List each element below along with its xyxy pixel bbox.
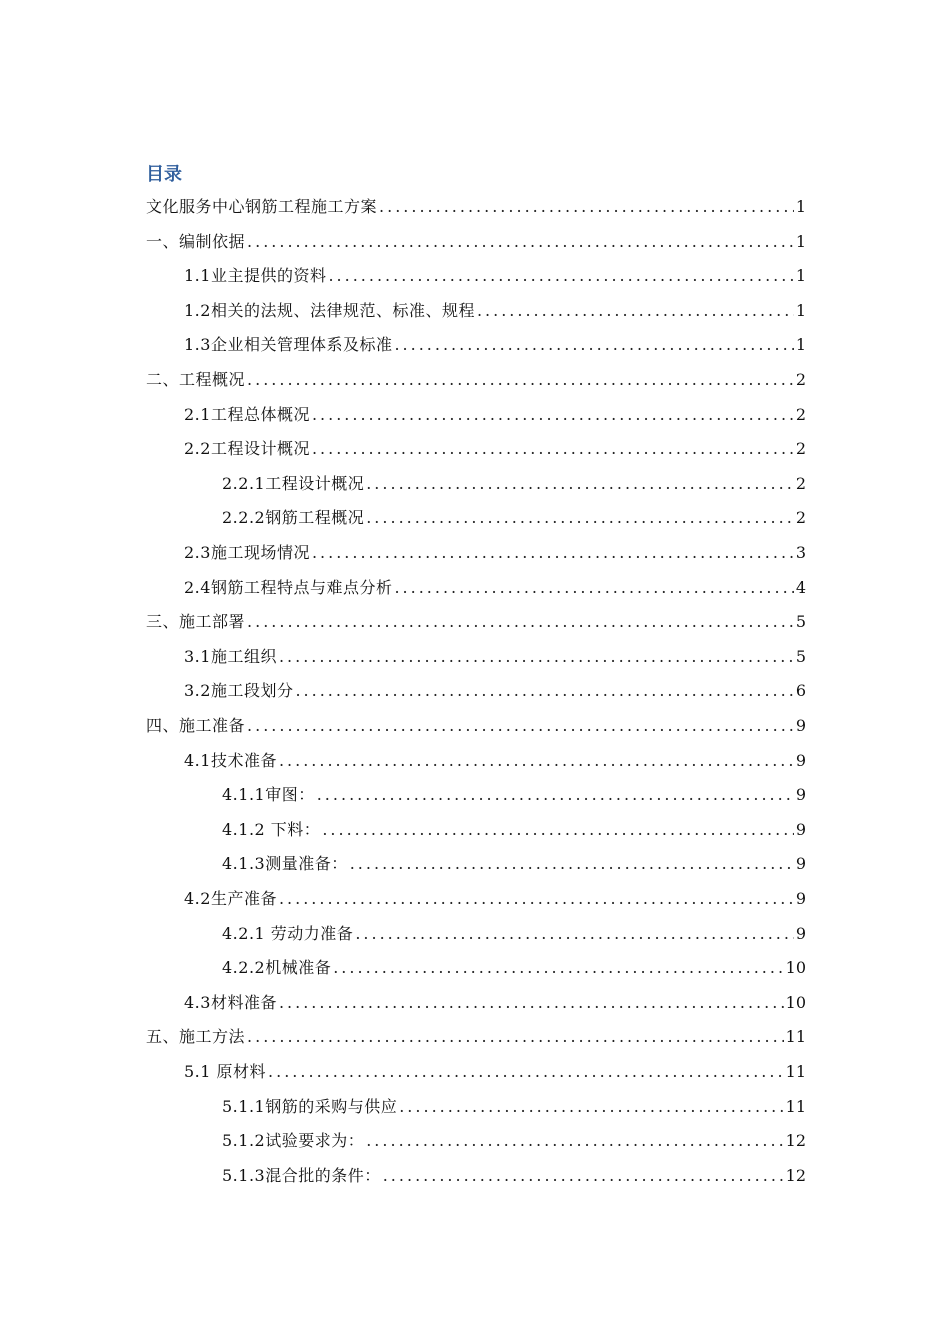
toc-entry[interactable] xyxy=(222,851,806,877)
toc-dot-leader xyxy=(366,505,794,531)
toc-entry-title: 二、工程概况 xyxy=(146,370,246,389)
toc-entry-page: 12 xyxy=(785,1165,806,1185)
toc-entry-page: 11 xyxy=(785,1027,806,1047)
toc-dot-leader xyxy=(350,851,794,877)
toc-entry[interactable] xyxy=(146,229,806,255)
toc-dot-leader xyxy=(333,955,783,981)
toc-heading: 目录 xyxy=(146,164,182,185)
toc-entry-page: 1 xyxy=(795,197,806,216)
toc-entry-title: 4.2生产准备 xyxy=(184,889,277,908)
toc-entry[interactable] xyxy=(184,678,806,704)
toc-entry-title: 2.4钢筋工程特点与难点分析 xyxy=(184,577,393,597)
toc-entry-title: 5.1 原材料 xyxy=(184,1062,267,1081)
toc-dot-leader xyxy=(366,1128,783,1154)
toc-dot-leader xyxy=(247,609,794,635)
toc-dot-leader xyxy=(279,644,794,670)
toc-dot-leader xyxy=(312,436,794,462)
toc-dot-leader xyxy=(322,817,794,843)
toc-entry-page: 9 xyxy=(795,854,806,874)
toc-entry-page: 9 xyxy=(795,716,806,735)
toc-entry[interactable] xyxy=(222,471,806,497)
toc-entry-page: 2 xyxy=(795,439,806,459)
toc-entry-page: 9 xyxy=(795,819,806,839)
toc-entry-title: 1.1业主提供的资料 xyxy=(184,266,327,286)
toc-entry-title: 5.1.3混合批的条件： xyxy=(222,1165,381,1185)
toc-entry-page: 5 xyxy=(795,612,806,632)
toc-entry-title: 5.1.1钢筋的采购与供应 xyxy=(222,1096,398,1116)
toc-entry-page: 2 xyxy=(795,508,806,528)
toc-entry-title: 2.3施工现场情况 xyxy=(184,543,310,562)
toc-entry[interactable] xyxy=(222,1094,806,1120)
toc-dot-leader xyxy=(312,402,794,428)
toc-entry[interactable] xyxy=(184,298,806,324)
toc-entry[interactable] xyxy=(146,609,806,635)
toc-entry[interactable] xyxy=(222,921,806,947)
toc-entry-title: 4.1.2 下料： xyxy=(222,819,321,839)
toc-entry-page: 1 xyxy=(795,300,806,320)
toc-dot-leader xyxy=(328,263,793,289)
toc-entry-page: 2 xyxy=(795,473,806,493)
toc-entry-title: 4.1.1审图： xyxy=(222,785,315,805)
toc-entry-title: 三、施工部署 xyxy=(146,612,246,632)
toc-dot-leader xyxy=(295,678,793,704)
toc-entry[interactable] xyxy=(184,990,806,1016)
toc-entry-page: 5 xyxy=(795,646,806,666)
toc-entry-title: 4.2.2机械准备 xyxy=(222,958,332,978)
toc-entry-title: 2.2.1工程设计概况 xyxy=(222,473,365,493)
toc-dot-leader xyxy=(279,748,794,774)
toc-entry-page: 10 xyxy=(785,992,806,1012)
toc-entry[interactable] xyxy=(222,1128,806,1154)
toc-entry[interactable] xyxy=(184,748,806,774)
toc-entry-page: 12 xyxy=(785,1131,806,1151)
toc-entry[interactable] xyxy=(184,575,806,601)
toc-entry-title: 2.2工程设计概况 xyxy=(184,439,310,459)
toc-entry-page: 1 xyxy=(795,231,806,251)
toc-entry-title: 4.1.3测量准备： xyxy=(222,854,348,874)
toc-entry-title: 1.3企业相关管理体系及标准 xyxy=(184,335,393,355)
toc-dot-leader xyxy=(399,1094,783,1120)
toc-dot-leader xyxy=(366,471,794,497)
toc-entry-page: 3 xyxy=(795,543,806,562)
toc-entry-page: 9 xyxy=(795,923,806,943)
toc-entry[interactable] xyxy=(222,1163,806,1189)
toc-dot-leader xyxy=(317,782,794,808)
toc-entry-title: 4.2.1 劳动力准备 xyxy=(222,923,354,943)
toc-entry-title: 四、施工准备 xyxy=(146,716,246,735)
toc-dot-leader xyxy=(247,1024,784,1050)
toc-entry-page: 6 xyxy=(795,681,806,701)
toc-entry[interactable] xyxy=(222,955,806,981)
toc-entry-title: 3.2施工段划分 xyxy=(184,681,294,701)
toc-entry-title: 3.1施工组织 xyxy=(184,646,277,666)
toc-entry-title: 一、编制依据 xyxy=(146,231,246,251)
toc-entry[interactable] xyxy=(184,436,806,462)
toc-entry-title: 2.1工程总体概况 xyxy=(184,404,310,424)
toc-dot-leader xyxy=(279,886,794,912)
toc-dot-leader xyxy=(279,990,784,1016)
toc-entry[interactable] xyxy=(146,1024,806,1050)
toc-dot-leader xyxy=(394,332,793,358)
toc-entry[interactable] xyxy=(146,713,806,739)
toc-entry-page: 10 xyxy=(785,958,806,978)
toc-entry[interactable] xyxy=(184,1059,806,1085)
toc-entry[interactable] xyxy=(184,402,806,428)
toc-entry[interactable] xyxy=(146,367,806,393)
toc-entry-page: 1 xyxy=(795,335,806,355)
toc-entry-title: 2.2.2钢筋工程概况 xyxy=(222,508,365,528)
toc-entry-page: 2 xyxy=(795,370,806,389)
toc-dot-leader xyxy=(394,575,793,601)
toc-dot-leader xyxy=(312,540,794,566)
toc-entry-page: 2 xyxy=(795,404,806,424)
toc-dot-leader xyxy=(379,194,794,220)
toc-entry-title: 4.1技术准备 xyxy=(184,750,277,770)
toc-entry-page: 9 xyxy=(795,889,806,908)
toc-entry[interactable] xyxy=(184,886,806,912)
toc-entry[interactable] xyxy=(184,540,806,566)
toc-entry[interactable] xyxy=(222,782,806,808)
toc-entry-title: 五、施工方法 xyxy=(146,1027,246,1047)
toc-dot-leader xyxy=(477,298,794,324)
toc-entry[interactable] xyxy=(184,332,806,358)
toc-dot-leader xyxy=(247,229,794,255)
toc-entry-page: 11 xyxy=(785,1096,806,1116)
toc-dot-leader xyxy=(268,1059,784,1085)
toc-dot-leader xyxy=(383,1163,784,1189)
toc-entry[interactable] xyxy=(146,194,806,220)
toc-entry-page: 1 xyxy=(795,266,806,286)
toc-entry[interactable] xyxy=(222,817,806,843)
toc-entry-page: 4 xyxy=(795,577,806,597)
toc-entry[interactable] xyxy=(184,644,806,670)
toc-entry[interactable] xyxy=(184,263,806,289)
toc-entry-title: 1.2相关的法规、法律规范、标准、规程 xyxy=(184,300,475,320)
toc-dot-leader xyxy=(355,921,794,947)
toc-entry-title: 文化服务中心钢筋工程施工方案 xyxy=(146,197,378,216)
toc-entry-page: 9 xyxy=(795,750,806,770)
toc-dot-leader xyxy=(247,367,794,393)
toc-entry-page: 11 xyxy=(785,1062,806,1081)
toc-entry-title: 5.1.2试验要求为： xyxy=(222,1131,365,1151)
toc-entry-page: 9 xyxy=(795,785,806,805)
toc-entry-title: 4.3材料准备 xyxy=(184,992,277,1012)
toc-entry[interactable] xyxy=(222,505,806,531)
toc-dot-leader xyxy=(247,713,794,739)
